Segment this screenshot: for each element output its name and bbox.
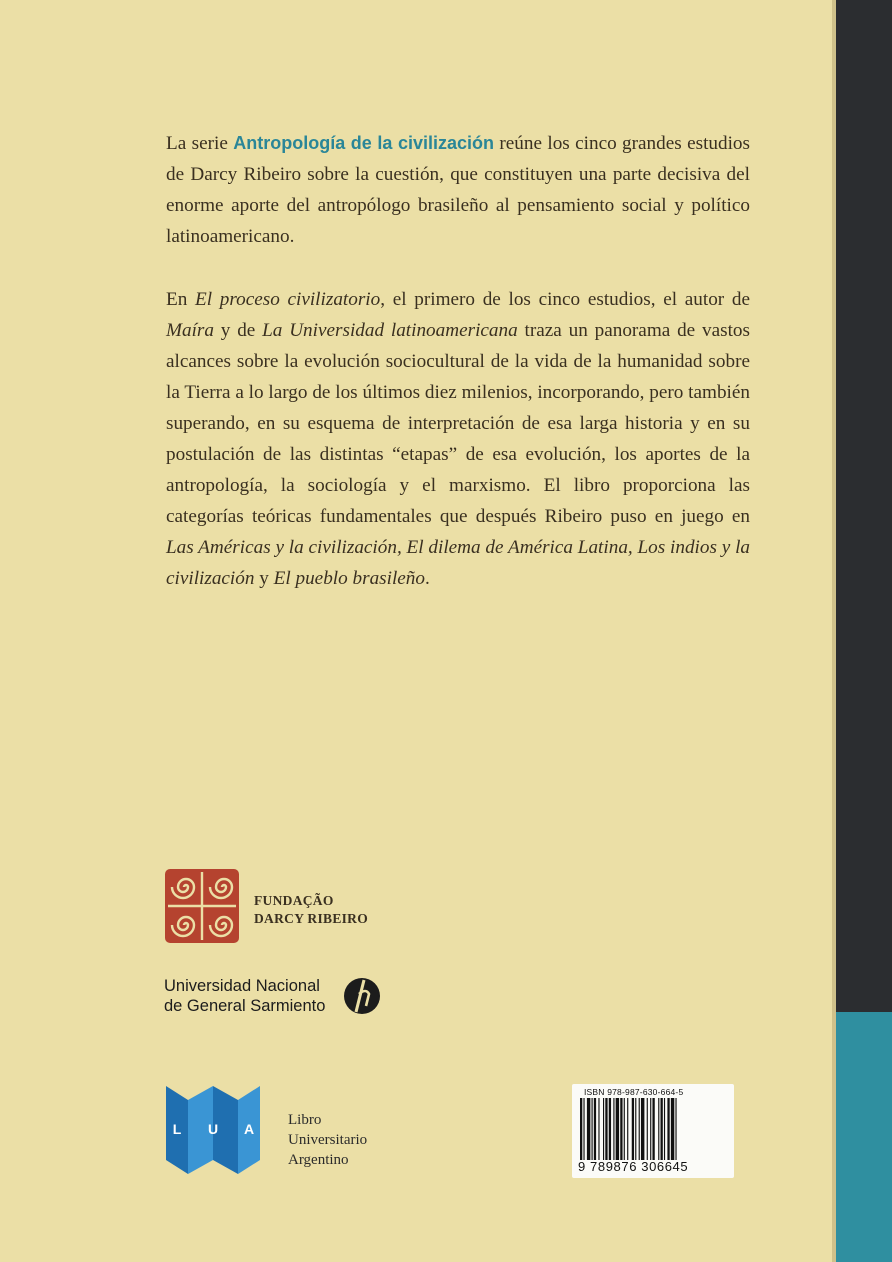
- fundacao-line-2: DARCY RIBEIRO: [254, 911, 369, 926]
- barcode-bar: [675, 1098, 676, 1160]
- desc-text: y de: [213, 320, 263, 341]
- book-titles: Las Américas y la civilización, El dilema de América Latina, Los indios y la civilización: [166, 537, 750, 589]
- book-title: Maíra: [166, 320, 214, 341]
- barcode-bar: [632, 1098, 634, 1160]
- barcode-bar: [583, 1098, 584, 1160]
- desc-text: y: [254, 568, 274, 589]
- lua-letter-u: U: [207, 1121, 219, 1137]
- book-title: El proceso civilizatorio: [195, 289, 381, 310]
- spine-accent-band: [836, 1012, 892, 1262]
- barcode-bar: [620, 1098, 622, 1160]
- desc-text: traza un panorama de vastos alcances sobre la evolución sociocultural de la vida de la humanidad sobre la Tierra a lo largo de los últimos diez milenios, incorporando, pero también superando, en su esquema de interpretación de esa larga historia y en su postulación de las distintas “etapas” de esa evolución, los aportes de la antropología, la sociología y el marxismo. El libro proporciona las categorías teóricas fundamentales que después Ribeiro puso en juego en: [166, 320, 750, 527]
- ungs-emblem-icon: [342, 976, 382, 1016]
- barcode-bar: [594, 1098, 596, 1160]
- fundacao-line-1: FUNDAÇÃO: [254, 893, 334, 908]
- fundacao-darcy-ribeiro-logo: [164, 868, 404, 948]
- barcode-bar: [658, 1098, 659, 1160]
- lua-mark-icon: [164, 1082, 262, 1178]
- lua-letter-a: A: [243, 1121, 255, 1137]
- desc-text: , el primero de los cinco estudios, el autor de: [380, 289, 750, 310]
- ungs-line-2: de General Sarmiento: [164, 997, 326, 1015]
- barcode-bar: [592, 1098, 593, 1160]
- ungs-logo: [164, 972, 404, 1020]
- barcode-bar: [671, 1098, 674, 1160]
- barcode-bar: [641, 1098, 644, 1160]
- desc-text: .: [425, 568, 430, 589]
- barcode-bar: [580, 1098, 582, 1160]
- lua-line-3: Argentino: [288, 1152, 349, 1168]
- barcode-bar: [613, 1098, 614, 1160]
- barcode-bar: [667, 1098, 669, 1160]
- lua-line-1: Libro: [288, 1112, 322, 1128]
- lua-name: [288, 1110, 367, 1170]
- barcode-bar: [635, 1098, 636, 1160]
- book-title: El pueblo brasileño: [273, 568, 425, 589]
- barcode-bar: [598, 1098, 599, 1160]
- barcode-bar: [664, 1098, 665, 1160]
- barcode-bar: [616, 1098, 619, 1160]
- intro-text-end: reúne los cinco grandes estudios de Darcy Ribeiro sobre la cuestión, que constituyen una parte decisiva del enorme aporte del antropólogo brasileño al pensamiento social y político latinoamericano.: [166, 133, 750, 247]
- barcode-bars-icon: [578, 1098, 728, 1160]
- ungs-name: [164, 976, 325, 1016]
- barcode-bar: [605, 1098, 607, 1160]
- barcode-bar: [603, 1098, 604, 1160]
- barcode-bar: [609, 1098, 611, 1160]
- series-name: Antropología de la civilización: [233, 133, 494, 153]
- spiral-pattern-icon: [164, 868, 240, 944]
- isbn-barcode: [572, 1084, 734, 1178]
- isbn-digits: 9 789876 306645: [578, 1159, 689, 1174]
- lua-line-2: Universitario: [288, 1132, 368, 1148]
- lua-logo: [164, 1082, 404, 1182]
- barcode-bar: [587, 1098, 590, 1160]
- description-paragraph: [166, 284, 750, 594]
- desc-text: En: [166, 289, 196, 310]
- barcode-bar: [650, 1098, 651, 1160]
- ungs-line-1: Universidad Nacional: [164, 977, 320, 995]
- barcode-bar: [652, 1098, 654, 1160]
- barcode-bar: [647, 1098, 648, 1160]
- intro-paragraph: [166, 128, 750, 252]
- barcode-bar: [661, 1098, 663, 1160]
- isbn-label: ISBN 978-987-630-664-5: [584, 1087, 684, 1097]
- barcode-bar: [627, 1098, 628, 1160]
- intro-text-start: La serie: [166, 133, 234, 154]
- lua-letter-l: L: [172, 1121, 182, 1137]
- book-title: La Universidad latinoamericana: [262, 320, 518, 341]
- barcode-bar: [624, 1098, 625, 1160]
- fundacao-name: [254, 892, 368, 928]
- barcode-bar: [639, 1098, 640, 1160]
